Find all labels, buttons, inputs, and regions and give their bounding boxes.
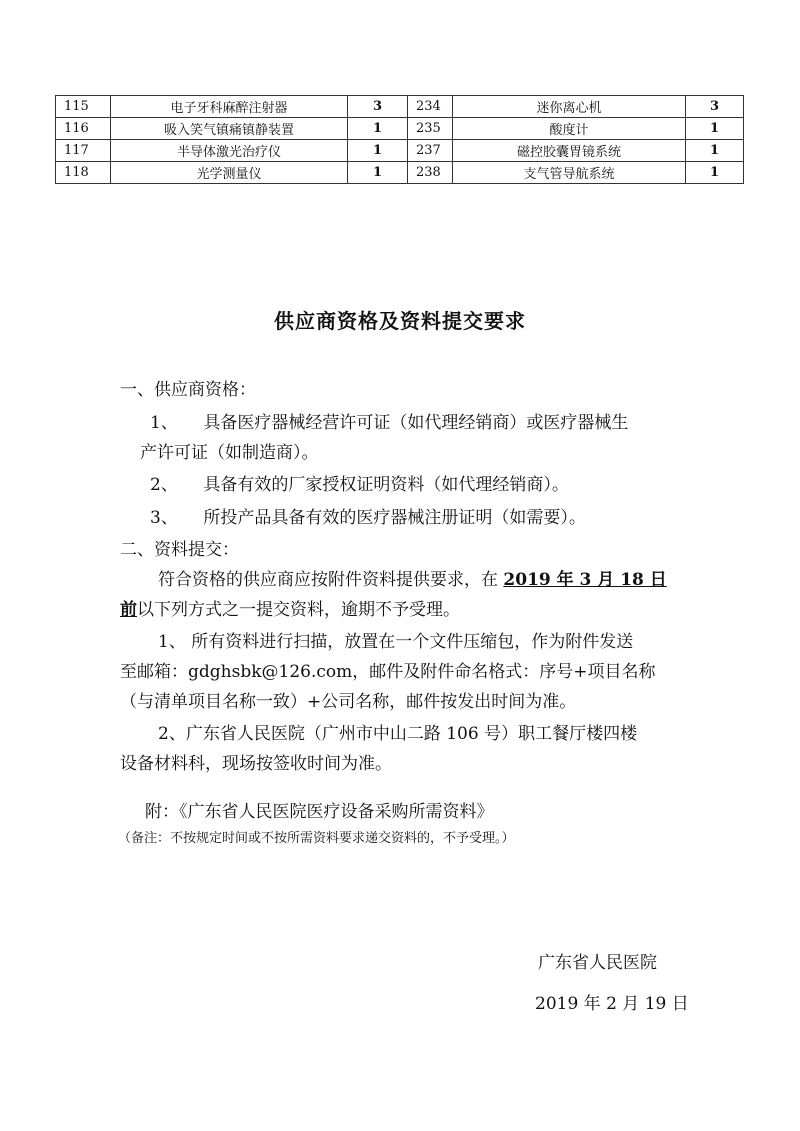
- section1-title: 一、供应商资格：: [120, 380, 256, 400]
- method-1-prefix: 至邮箱：: [120, 662, 188, 682]
- item-qty-left: 1: [348, 118, 408, 140]
- method-1-line1: 1、 所有资料进行扫描，放置在一个文件压缩包，作为附件发送: [158, 632, 634, 652]
- item-name-left: 半导体激光治疗仪: [111, 140, 348, 162]
- row-number-right: 235: [408, 118, 453, 140]
- method-2-line2: 设备材料科，现场按签收时间为准。: [120, 754, 392, 774]
- section2-title: 二、资料提交：: [120, 540, 239, 560]
- equipment-table: [55, 95, 744, 184]
- deadline-suffix: 前: [120, 600, 137, 620]
- item-qty-right: 1: [686, 140, 744, 162]
- signature-org: 广东省人民医院: [538, 953, 657, 973]
- method-1-suffix: ，邮件及附件命名格式：序号+项目名称: [352, 662, 656, 682]
- method-1-line3: （与清单项目名称一致）+公司名称，邮件按发出时间为准。: [120, 692, 577, 712]
- table-row: [56, 118, 744, 140]
- qualification-item-1-line1: 1、 具备医疗器械经营许可证（如代理经销商）或医疗器械生: [150, 413, 629, 433]
- row-number-left: 117: [56, 140, 111, 162]
- row-number-left: 118: [56, 162, 111, 184]
- item-qty-right: 3: [686, 96, 744, 118]
- item-name-right: 迷你离心机: [453, 96, 686, 118]
- submission-paragraph-line2: [120, 600, 460, 620]
- item-name-right: 酸度计: [453, 118, 686, 140]
- item-qty-left: 3: [348, 96, 408, 118]
- item-name-right: 磁控胶囊胃镜系统: [453, 140, 686, 162]
- item-qty-right: 1: [686, 118, 744, 140]
- page-title: 供应商资格及资料提交要求: [274, 309, 526, 333]
- row-number-right: 237: [408, 140, 453, 162]
- qualification-item-1-line2: 产许可证（如制造商）。: [140, 443, 319, 463]
- row-number-right: 234: [408, 96, 453, 118]
- signature-date: 2019 年 2 月 19 日: [535, 994, 689, 1014]
- submission-text: 符合资格的供应商应按附件资料提供要求，在: [158, 570, 504, 590]
- item-name-left: 光学测量仪: [111, 162, 348, 184]
- row-number-left: 116: [56, 118, 111, 140]
- item-qty-left: 1: [348, 162, 408, 184]
- row-number-right: 238: [408, 162, 453, 184]
- submission-paragraph-line1: [158, 570, 667, 590]
- deadline-date: 2019 年 3 月 18 日: [503, 570, 667, 590]
- method-1-line2: [120, 662, 655, 682]
- table-row: [56, 162, 744, 184]
- table-row: [56, 140, 744, 162]
- attachment-line: 附：《广东省人民医院医疗设备采购所需资料》: [145, 802, 494, 822]
- email-link[interactable]: gdghsbk@126.com: [188, 662, 353, 682]
- method-2-line1: 2、广东省人民医院（广州市中山二路 106 号）职工餐厅楼四楼: [158, 724, 638, 744]
- item-name-right: 支气管导航系统: [453, 162, 686, 184]
- item-name-left: 电子牙科麻醉注射器: [111, 96, 348, 118]
- table-row: [56, 96, 744, 118]
- qualification-item-2: 2、 具备有效的厂家授权证明资料（如代理经销商）。: [150, 475, 569, 495]
- item-qty-right: 1: [686, 162, 744, 184]
- row-number-left: 115: [56, 96, 111, 118]
- submission-text-2: 以下列方式之一提交资料，逾期不予受理。: [137, 600, 460, 620]
- qualification-item-3: 3、 所投产品具备有效的医疗器械注册证明（如需要）。: [150, 508, 586, 528]
- item-name-left: 吸入笑气镇痛镇静装置: [111, 118, 348, 140]
- note-line: （备注：不按规定时间或不按所需资料要求递交资料的，不予受理。）: [118, 831, 515, 846]
- item-qty-left: 1: [348, 140, 408, 162]
